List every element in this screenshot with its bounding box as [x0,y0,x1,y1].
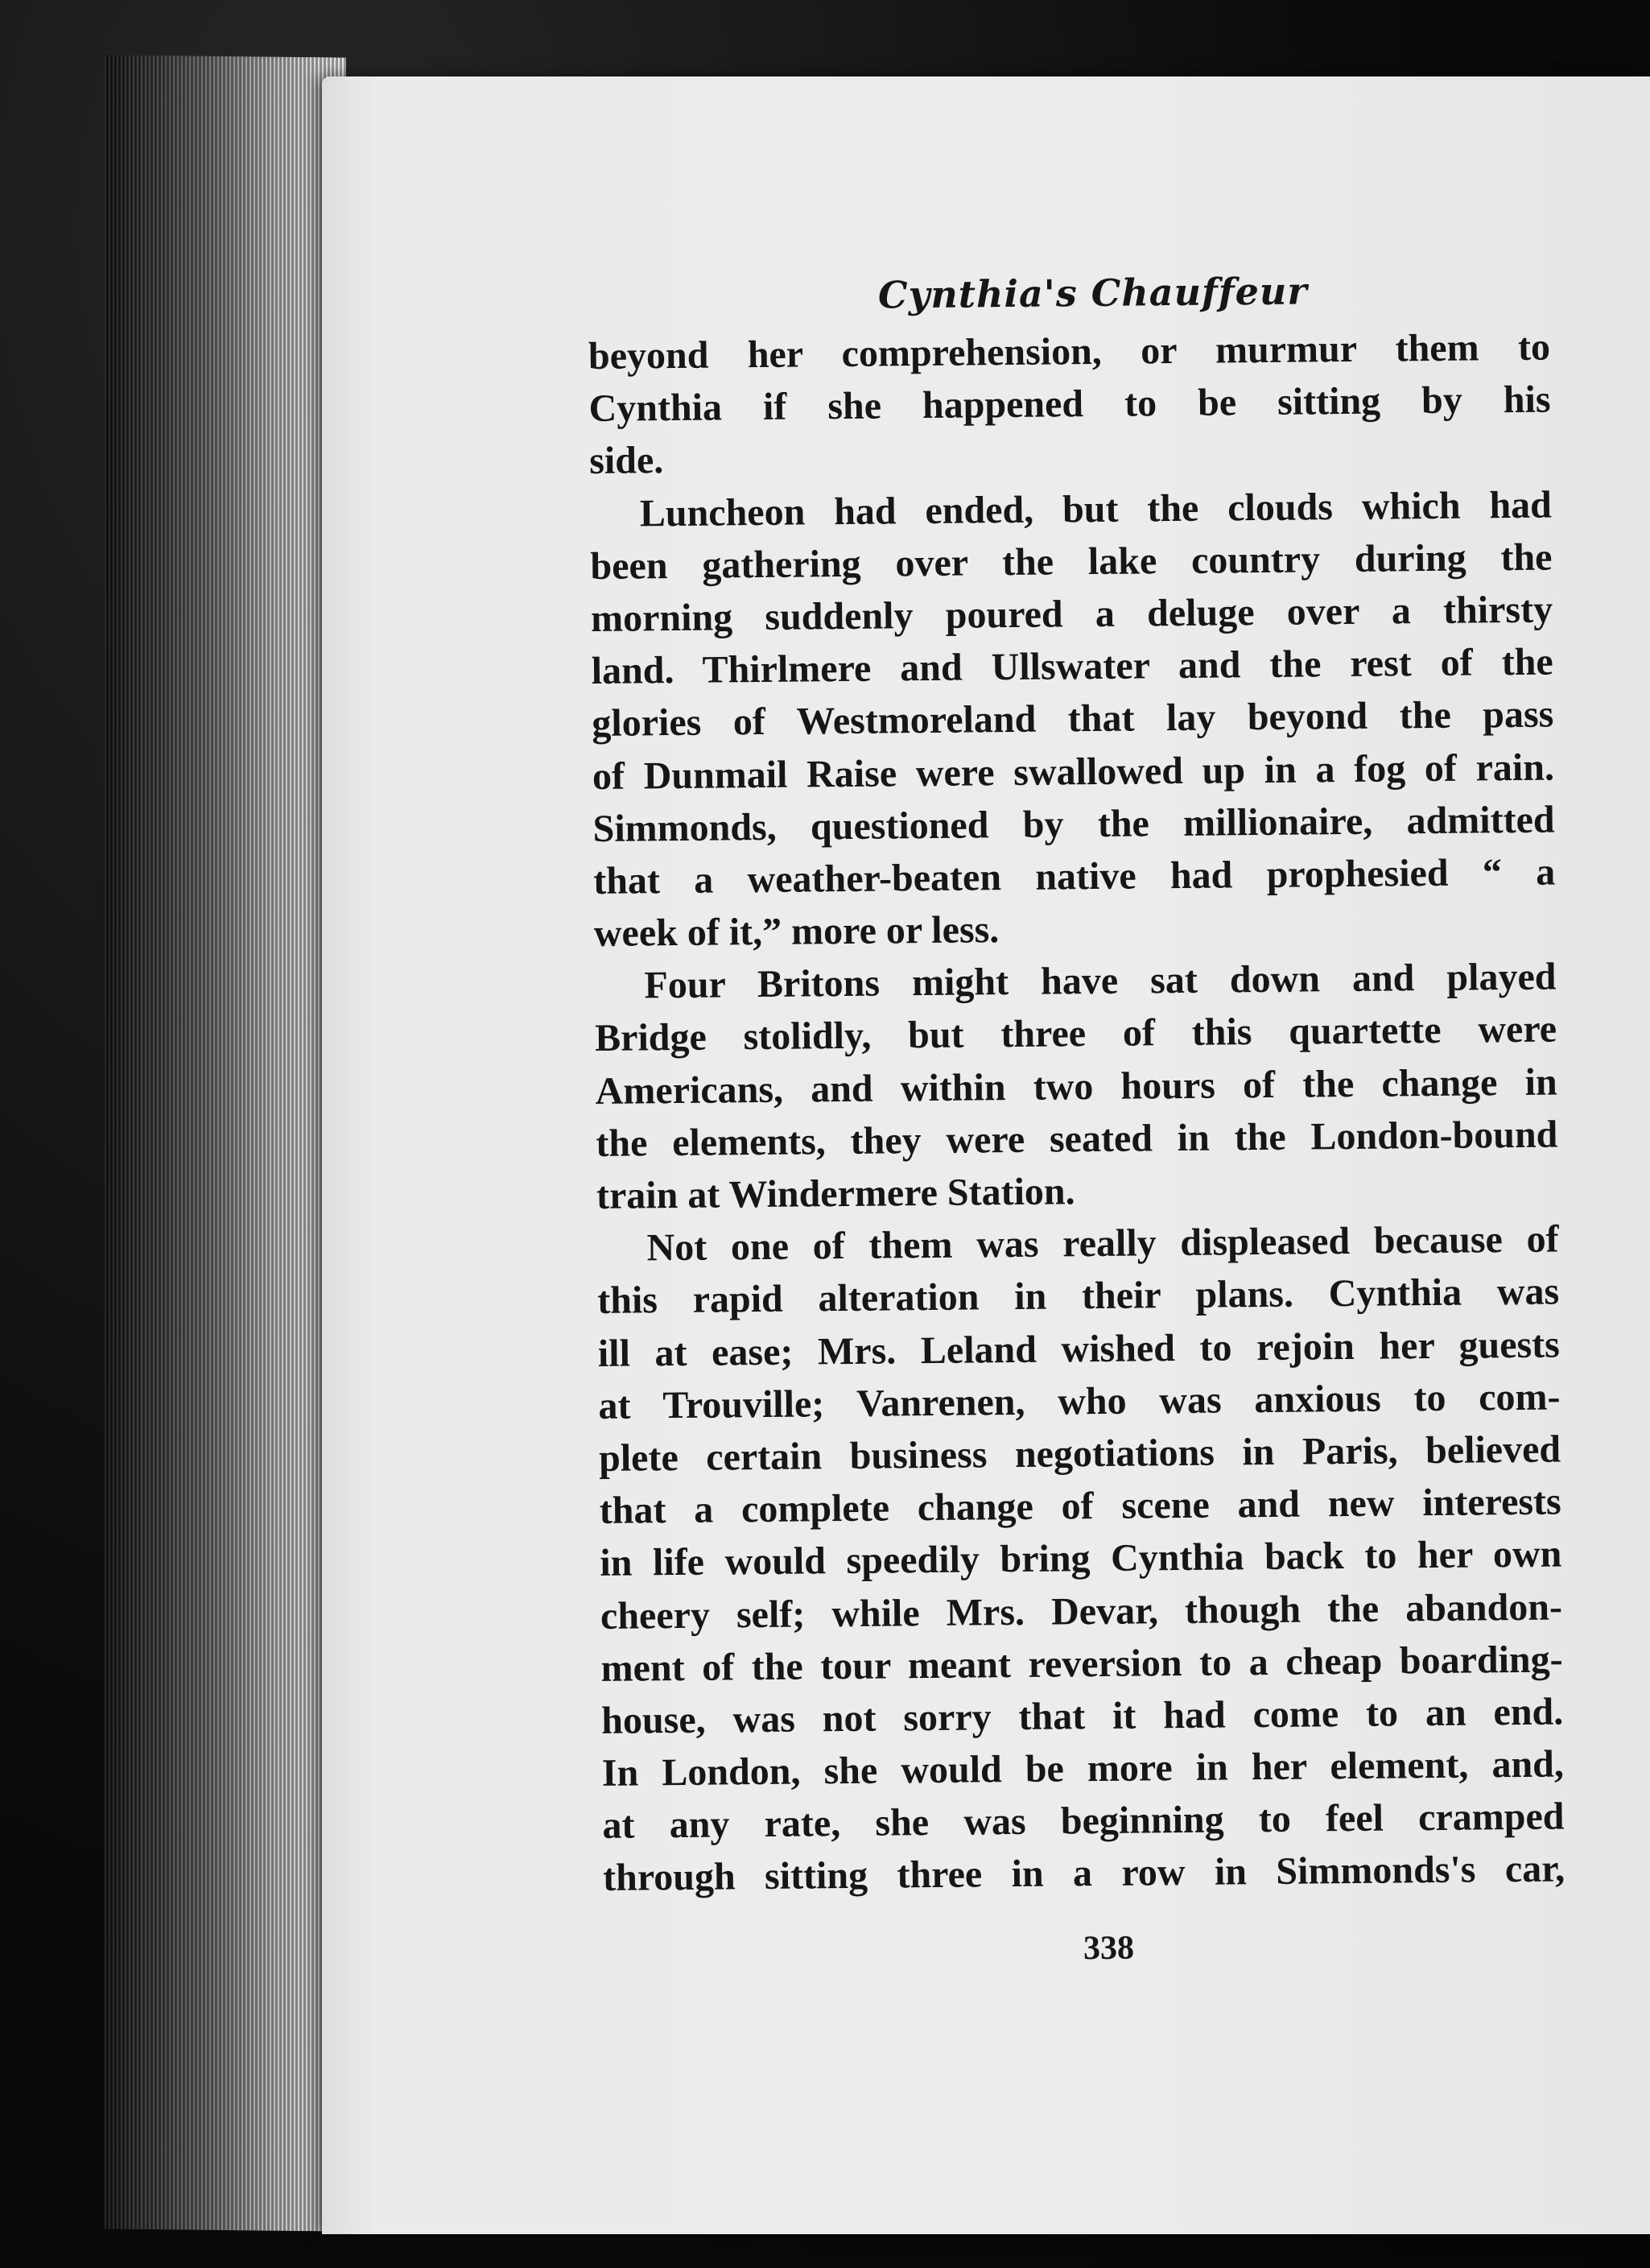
text-line: Americans, and within two hours of the change in [595,1060,1557,1113]
text-line: at Trouville; Vanrenen, who was anxious to com- [598,1375,1561,1427]
text-line: cheery self; while Mrs. Devar, though the abandon- [600,1584,1563,1638]
text-line: Luncheon had ended, but the clouds which had [639,483,1553,535]
book-page [322,76,1650,2234]
text-line: land. Thirlmere and Ullswater and the rest of the [591,640,1553,693]
text-line: in life would speedily bring Cynthia back to her own [600,1532,1562,1585]
text-line: ill at ease; Mrs. Leland wished to rejoin her guests [597,1323,1561,1375]
text-line: the elements, they were seated in the London-bound [596,1113,1558,1165]
text-line: train at Windermere Station. [596,1170,1075,1217]
text-line: plete certain business negotiations in Paris, believed [598,1427,1561,1480]
text-line: glories of Westmoreland that lay beyond the pass [592,692,1554,746]
text-block [588,265,1565,1977]
text-line: Cynthia if she happened to be sitting by his [588,378,1551,431]
text-line: of Dunmail Raise were swallowed up in a fog of rain. [592,746,1555,798]
text-line: In London, she would be more in her element, and, [601,1742,1565,1795]
text-line: ment of the tour meant reversion to a cheap boarding- [600,1638,1563,1690]
text-line: been gathering over the lake country during the [590,535,1553,588]
text-line: morning suddenly poured a deluge over a thirsty [590,588,1553,640]
text-line: week of it,” more or less. [593,908,1000,956]
text-line: beyond her comprehension, or murmur them to [588,325,1551,378]
text-line: this rapid alteration in their plans. Cynthia was [596,1270,1560,1323]
page-number: 338 [1083,1929,1135,1967]
text-line: at any rate, she was beginning to feel cramped [602,1795,1565,1848]
text-line: side. [588,439,664,483]
text-line: that a complete change of scene and new interests [599,1480,1561,1533]
running-head: Cynthia's Chauffeur [877,269,1308,317]
text-line: that a weather-beaten native had prophesied “ a [592,850,1556,903]
text-line: Bridge stolidly, but three of this quartette were [594,1007,1557,1060]
text-line: Simmonds, questioned by the millionaire, admitted [592,798,1555,850]
text-line: Four Britons might have sat down and played [644,955,1557,1007]
book-page-edges [105,55,346,2231]
text-line: house, was not sorry that it had come to an end. [600,1690,1564,1742]
text-line: through sitting three in a row in Simmonds's car, [602,1847,1565,1900]
text-line: Not one of them was really displeased because of [646,1217,1559,1270]
